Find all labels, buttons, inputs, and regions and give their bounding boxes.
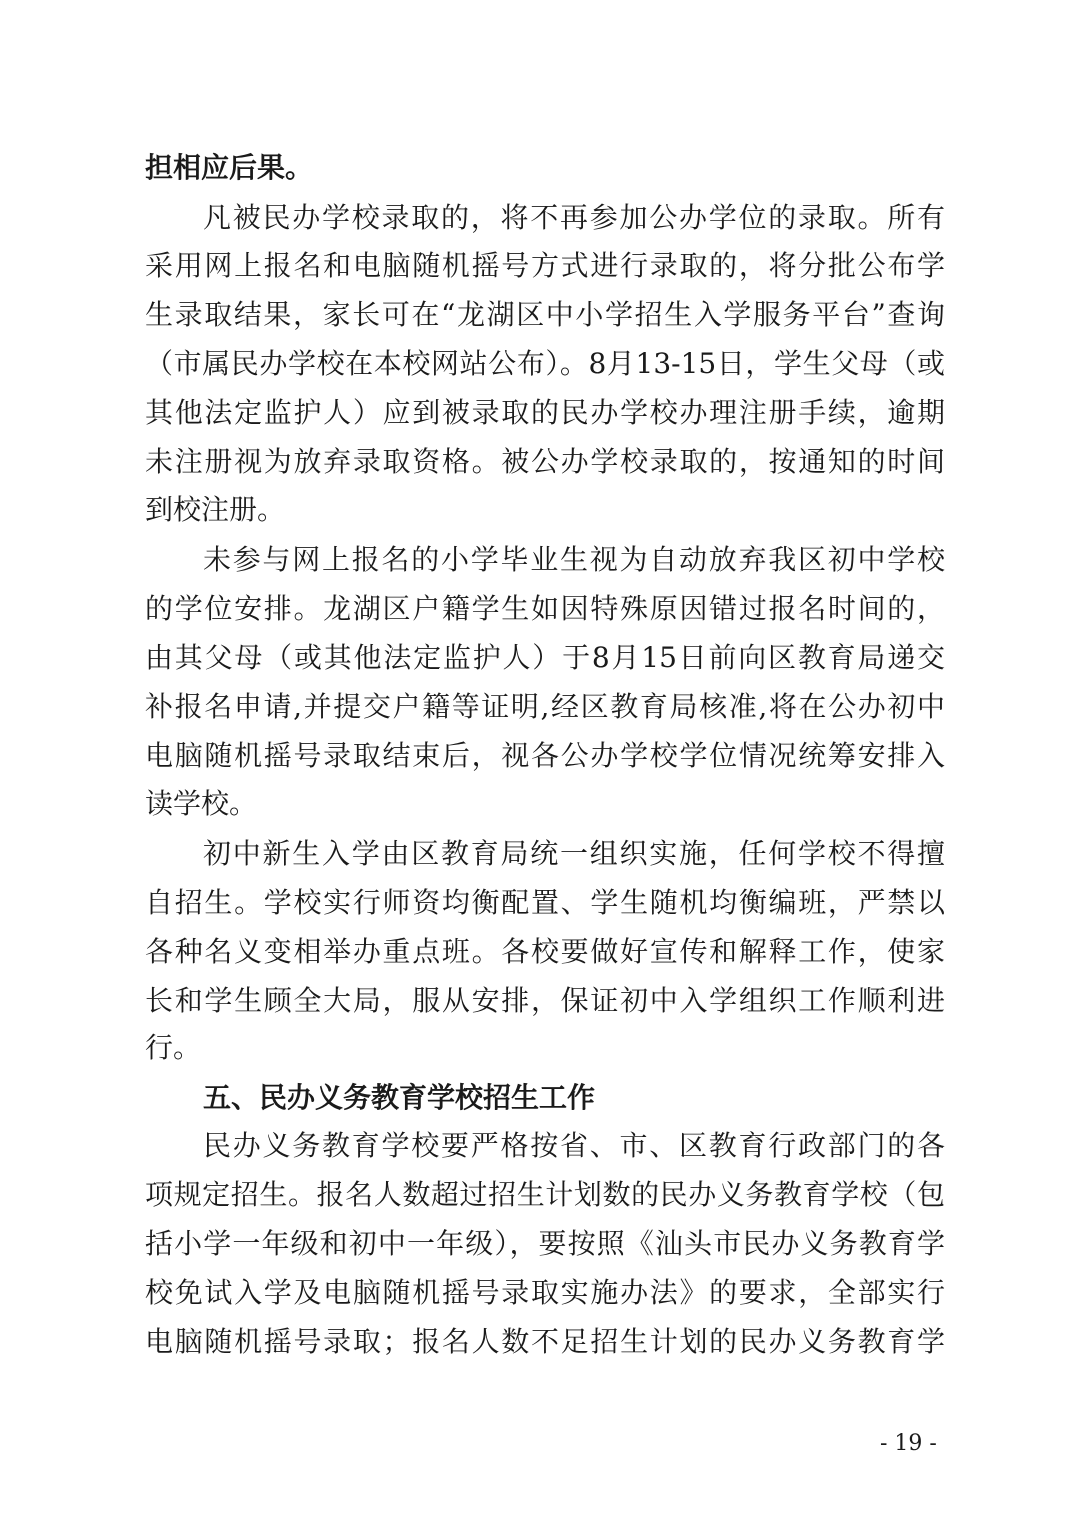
text-line: 初中新生入学由区教育局统一组织实施，任何学校不得擅 — [203, 837, 945, 870]
text-line: 读学校。 — [145, 787, 258, 820]
text-line: 民办义务教育学校要严格按省、市、区教育行政部门的各 — [203, 1129, 945, 1162]
text-line: 生录取结果，家长可在“龙湖区中小学招生入学服务平台”查询 — [145, 298, 945, 331]
text-line: 采用网上报名和电脑随机摇号方式进行录取的，将分批公布学 — [145, 249, 945, 282]
text-line: 凡被民办学校录取的，将不再参加公办学位的录取。所有 — [203, 201, 945, 234]
text-line: 自招生。学校实行师资均衡配置、学生随机均衡编班，严禁以 — [145, 886, 945, 919]
page-number: - 19 - — [880, 1431, 937, 1456]
text-line: 由其父母（或其他法定监护人）于8月15日前向区教育局递交 — [145, 641, 945, 674]
text-line: （市属民办学校在本校网站公布）。8月13-15日，学生父母（或 — [145, 347, 945, 380]
text-line: 各种名义变相举办重点班。各校要做好宣传和解释工作，使家 — [145, 935, 945, 968]
text-line: 到校注册。 — [145, 493, 286, 526]
text-line: 长和学生顾全大局，服从安排，保证初中入学组织工作顺利进 — [145, 984, 945, 1017]
text-line: 项规定招生。报名人数超过招生计划数的民办义务教育学校（包 — [145, 1178, 945, 1211]
text-line: 其他法定监护人）应到被录取的民办学校办理注册手续，逾期 — [145, 396, 945, 429]
text-line: 电脑随机摇号录取；报名人数不足招生计划的民办义务教育学 — [145, 1325, 945, 1358]
text-line: 电脑随机摇号录取结束后，视各公办学校学位情况统筹安排入 — [145, 739, 945, 772]
text-line: 未参与网上报名的小学毕业生视为自动放弃我区初中学校 — [203, 543, 945, 576]
text-line: 行。 — [145, 1031, 202, 1064]
text-line: 校免试入学及电脑随机摇号录取实施办法》的要求，全部实行 — [145, 1276, 945, 1309]
text-line: 的学位安排。龙湖区户籍学生如因特殊原因错过报名时间的， — [145, 592, 945, 625]
text-line: 补报名申请,并提交户籍等证明,经区教育局核准,将在公办初中 — [145, 690, 945, 723]
text-line: 未注册视为放弃录取资格。被公办学校录取的，按通知的时间 — [145, 445, 945, 478]
section-heading: 五、民办义务教育学校招生工作 — [203, 1081, 596, 1114]
text-line: 括小学一年级和初中一年级），要按照《汕头市民办义务教育学 — [145, 1227, 945, 1260]
text-line: 担相应后果。 — [145, 151, 314, 184]
